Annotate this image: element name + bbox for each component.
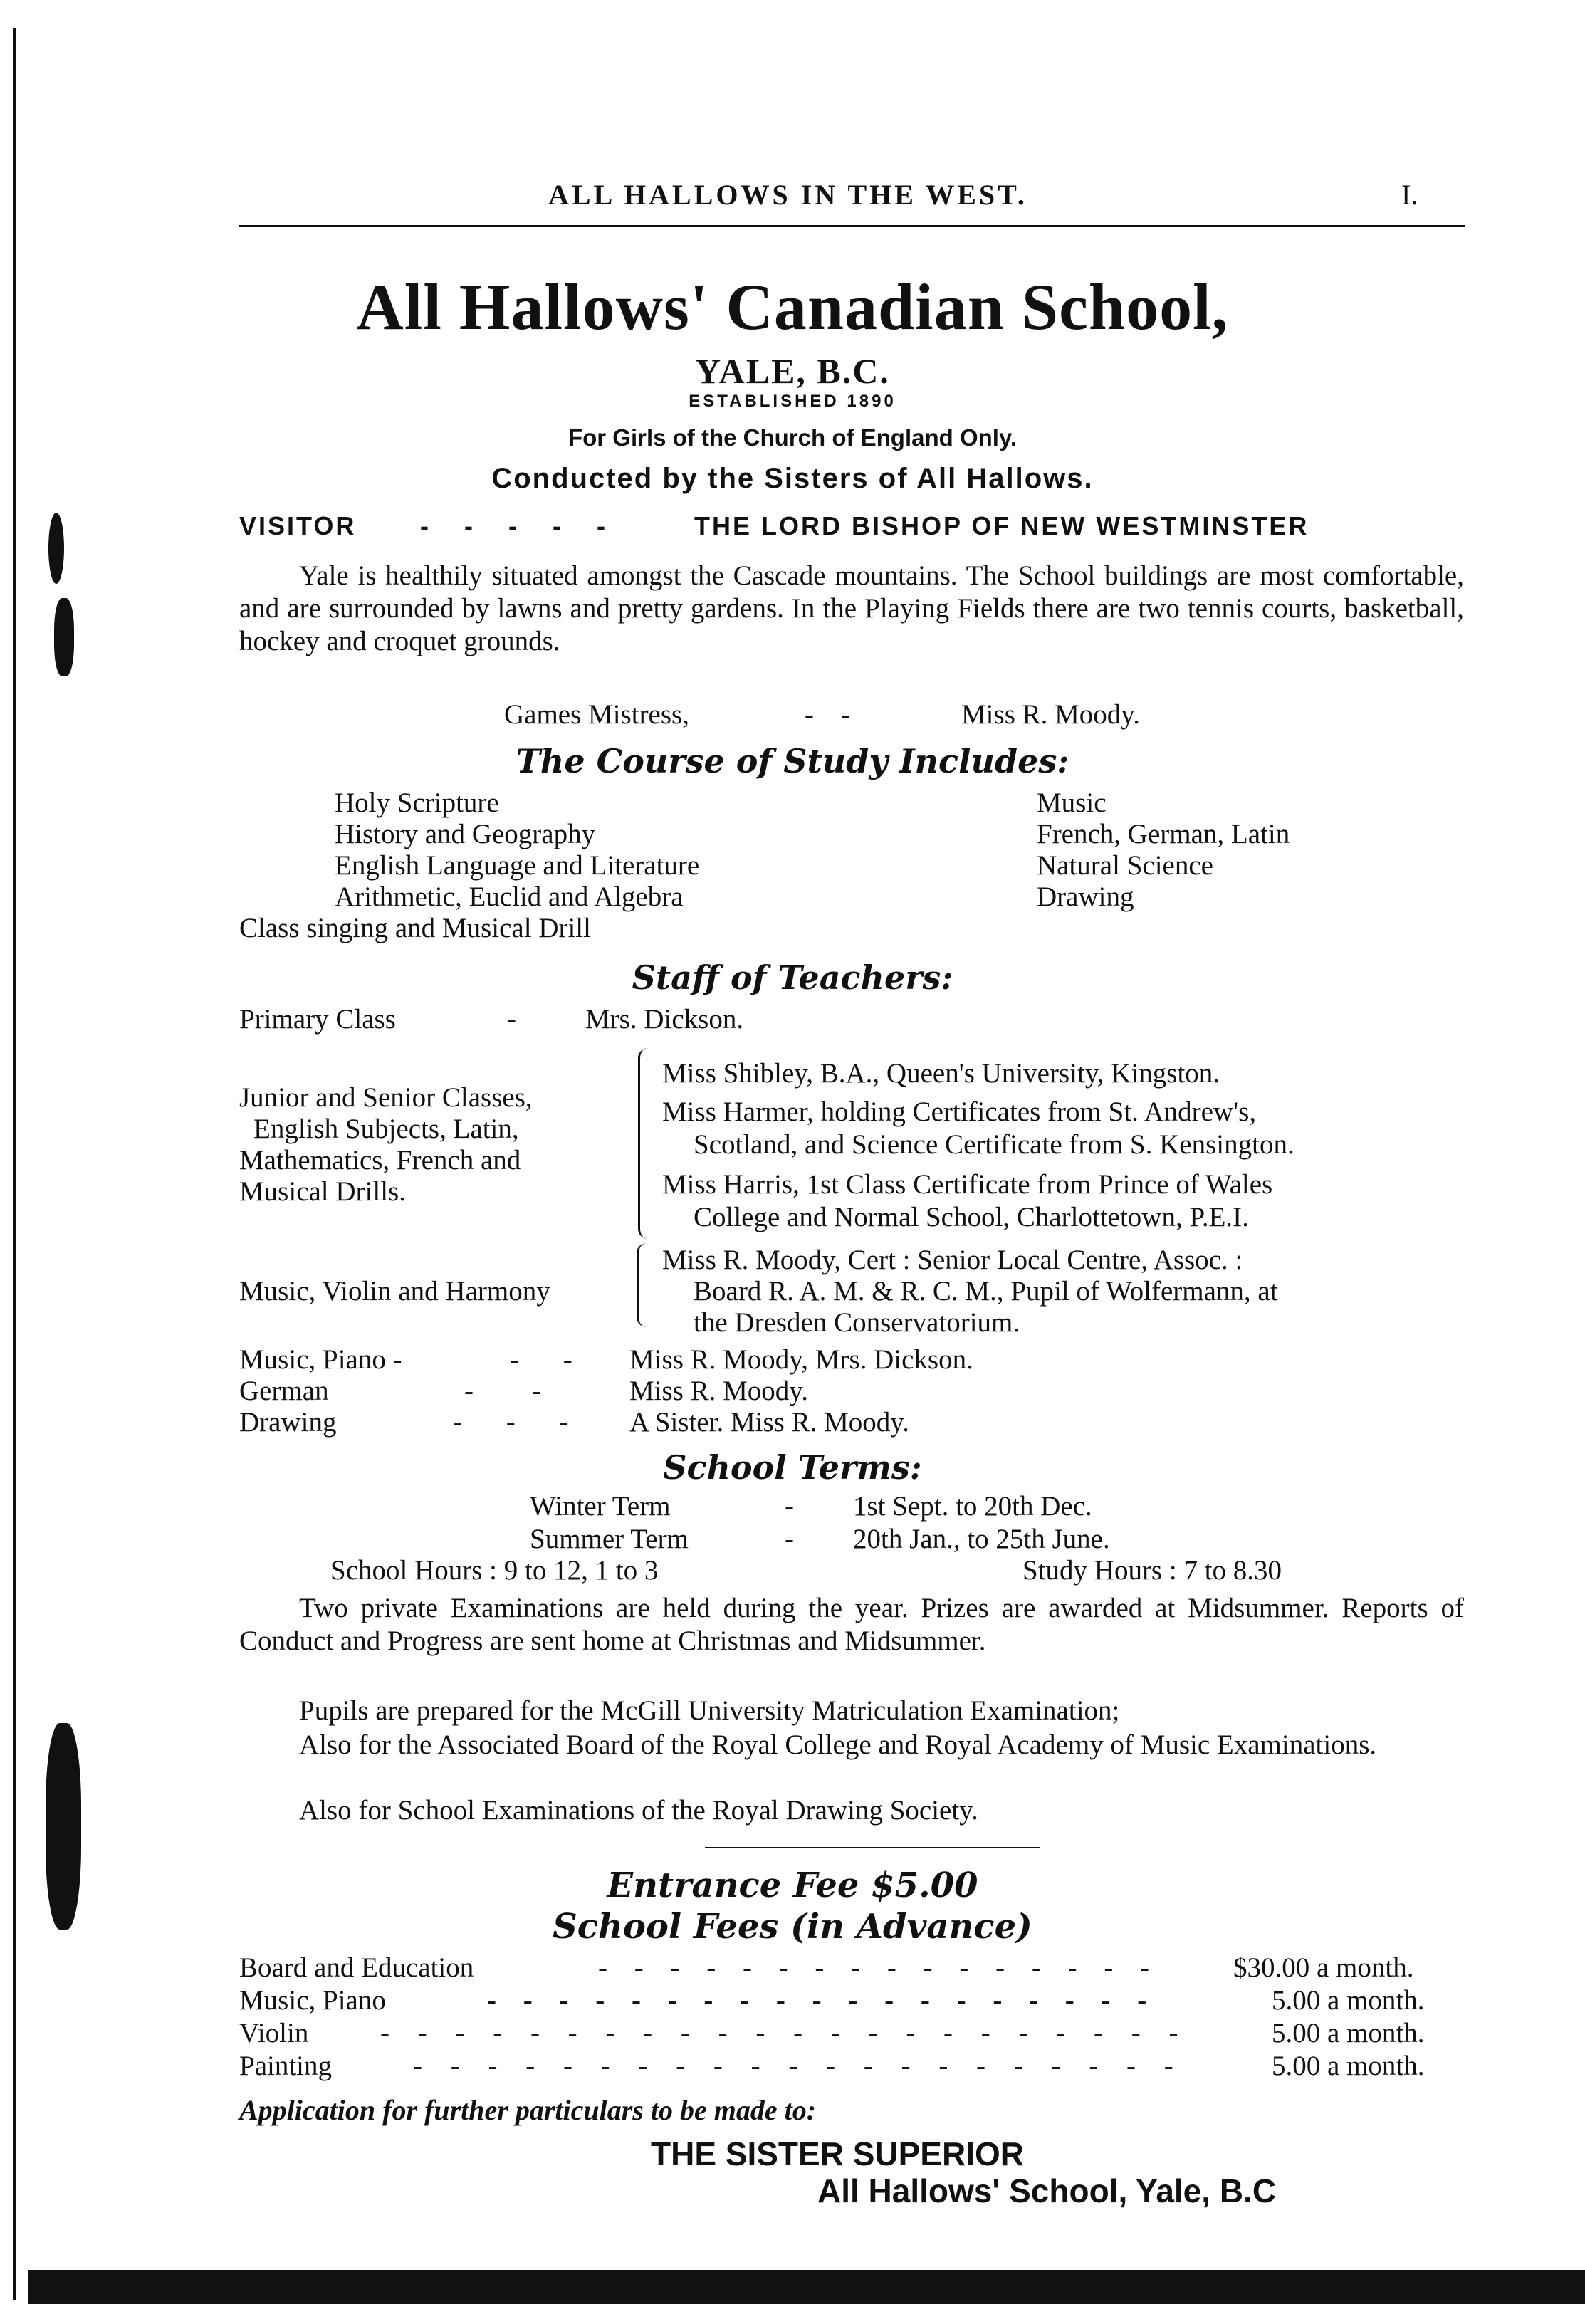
course-right-4: Drawing [1037,881,1134,912]
visitor-label: VISITOR [239,511,357,540]
fees-heading: School Fees (in Advance) [553,1907,1032,1947]
course-left-3: English Language and Literature [335,850,700,881]
junior-teacher-3: Scotland, and Science Certificate from S. Kensington. [694,1129,1294,1160]
for-girls: For Girls of the Church of England Only. [567,424,1018,451]
course-last: Class singing and Musical Drill [239,913,591,943]
summer-dash: - [785,1524,794,1554]
fee-painting-value: 5.00 a month. [1272,2051,1425,2081]
primary-value: Mrs. Dickson. [585,1004,744,1035]
music-label: Music, Violin and Harmony [239,1276,550,1307]
fee-painting-dashes: - - - - - - - - - - - - - - - - - - - - - [413,2051,1184,2081]
primary-dash: - [507,1004,516,1035]
header-rule [239,225,1465,227]
fee-violin-label: Violin [239,2018,309,2048]
fee-music-dashes: - - - - - - - - - - - - - - - - - - - [487,1985,1157,2016]
fee-board-label: Board and Education [239,1952,474,1983]
visitor-dashes: - - - - - [420,511,619,540]
bottom-border [28,2270,1585,2304]
junior-teacher-2: Miss Harmer, holding Certificates from St. Andrew's, [662,1096,1257,1127]
terms-heading: School Terms: [663,1448,922,1487]
drawing-society-paragraph: Also for School Examinations of the Royal Drawing Society. [299,1795,978,1826]
staff-heading: Staff of Teachers: [632,958,953,997]
winter-value: 1st Sept. to 20th Dec. [853,1491,1092,1522]
piano-label: Music, Piano - [239,1344,402,1375]
conducted-by: Conducted by the Sisters of All Hallows. [491,463,1094,494]
contact-address: All Hallows' School, Yale, B.C [817,2172,1277,2209]
established: ESTABLISHED 1890 [689,392,896,411]
school-title: All Hallows' Canadian School, [356,271,1229,343]
piano-dashes: - - [510,1344,591,1375]
fee-music-label: Music, Piano [239,1985,386,2016]
application-line: Application for further particulars to be made to: [239,2094,817,2126]
junior-teacher-1: Miss Shibley, B.A., Queen's University, Kingston. [662,1058,1220,1089]
running-title: ALL HALLOWS IN THE WEST. [548,179,1027,211]
course-right-3: Natural Science [1037,850,1213,881]
associated-board-paragraph: Also for the Associated Board of the Royal College and Royal Academy of Music Examinations. [299,1729,1377,1760]
fee-board-value: $30.00 a month. [1233,1952,1414,1983]
visitor-value: THE LORD BISHOP OF NEW WESTMINSTER [694,511,1309,540]
study-hours: Study Hours : 7 to 8.30 [1022,1555,1282,1586]
fee-painting-label: Painting [239,2051,333,2081]
contact-name: THE SISTER SUPERIOR [651,2135,1024,2172]
fee-violin-dashes: - - - - - - - - - - - - - - - - - - - - - - [380,2018,1189,2048]
summer-label: Summer Term [530,1524,689,1554]
junior-label-2: English Subjects, Latin, [253,1114,519,1144]
games-label: Games Mistress, [504,699,689,730]
german-value: Miss R. Moody. [629,1376,809,1406]
drawing-label: Drawing [239,1407,337,1438]
winter-dash: - [785,1491,794,1522]
piano-value: Miss R. Moody, Mrs. Dickson. [629,1344,973,1375]
games-value: Miss R. Moody. [961,699,1141,730]
fee-board-dashes: - - - - - - - - - - - - - - - - [598,1952,1160,1983]
mcgill-paragraph: Pupils are prepared for the McGill University Matriculation Examination; [299,1695,1120,1726]
junior-brace [638,1048,650,1239]
primary-label: Primary Class [239,1004,396,1035]
location: YALE, B.C. [695,351,890,391]
junior-teacher-5: College and Normal School, Charlottetown, P.E.I. [694,1202,1249,1232]
winter-label: Winter Term [530,1491,671,1522]
fee-music-value: 5.00 a month. [1272,1985,1425,2016]
binding-mark-top [48,513,64,584]
music-teacher-3: the Dresden Conservatorium. [694,1307,1020,1338]
course-right-2: French, German, Latin [1037,819,1290,849]
page-number: I. [1401,179,1418,211]
binding-mark-mid [54,598,74,676]
course-right-1: Music [1037,787,1107,818]
junior-label-1: Junior and Senior Classes, [239,1082,533,1113]
school-hours: School Hours : 9 to 12, 1 to 3 [330,1555,659,1586]
course-heading: The Course of Study Includes: [516,742,1069,780]
junior-teacher-4: Miss Harris, 1st Class Certificate from Prince of Wales [662,1169,1273,1200]
german-label: German [239,1376,329,1406]
exam-paragraph: Two private Examinations are held during the year. Prizes are awarded at Midsummer. Reports of Conduct and Progress are sent home at Christmas and Midsummer. [239,1593,1464,1656]
summer-value: 20th Jan., to 25th June. [853,1524,1110,1554]
junior-label-4: Musical Drills. [239,1176,406,1207]
drawing-value: A Sister. Miss R. Moody. [629,1407,909,1438]
entrance-fee: Entrance Fee $5.00 [607,1865,978,1905]
drawing-dashes: - - - [453,1407,587,1438]
course-left-4: Arithmetic, Euclid and Algebra [335,881,684,912]
course-left-2: History and Geography [335,819,596,849]
intro-paragraph: Yale is healthily situated amongst the Cascade mountains. The School buildings are most comfortable, and are surrounded by lawns and pretty gardens. In the Playing Fields there are two tennis courts, basketball, hockey and croquet grounds. [239,560,1464,656]
music-teacher-2: Board R. A. M. & R. C. M., Pupil of Wolfermann, at [694,1276,1278,1307]
music-teacher-1: Miss R. Moody, Cert : Senior Local Centre, Assoc. : [662,1245,1243,1275]
games-dashes: - - [805,699,860,730]
fee-violin-value: 5.00 a month. [1272,2018,1425,2048]
german-dashes: - - [464,1376,567,1406]
course-left-1: Holy Scripture [335,787,499,818]
junior-label-3: Mathematics, French and [239,1145,521,1176]
music-brace [637,1243,649,1327]
fees-rule [705,1847,1040,1848]
